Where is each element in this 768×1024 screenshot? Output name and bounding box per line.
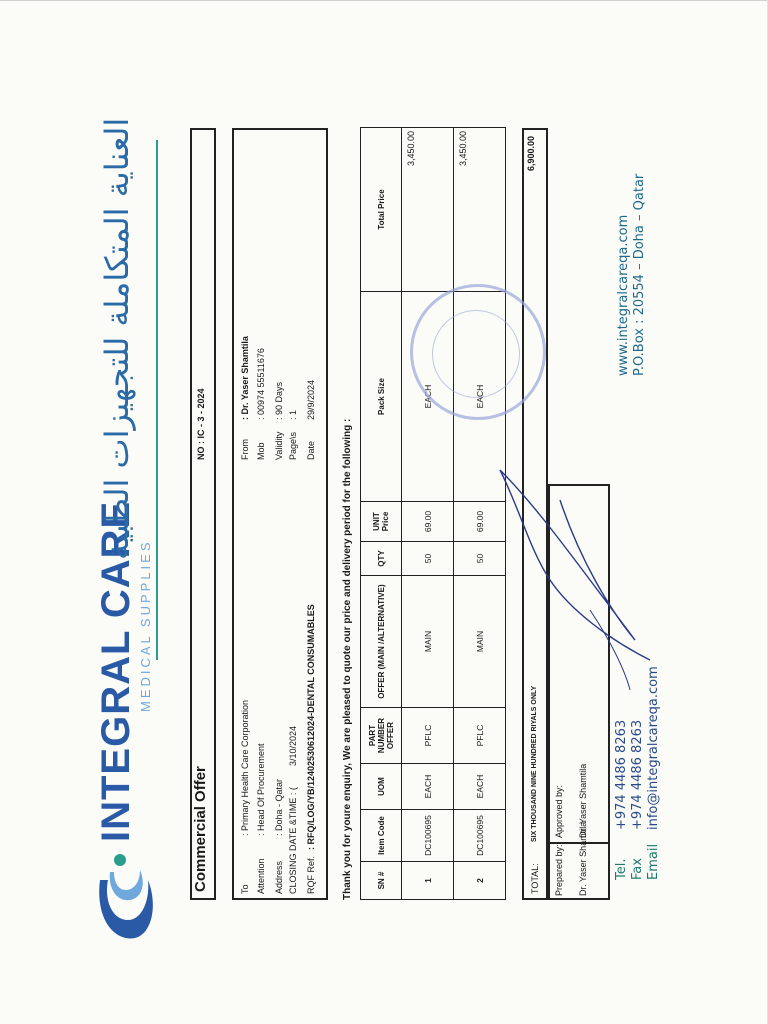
cell-part: PFLC	[454, 708, 506, 764]
closing-label: CLOSING DATE &TIME : (	[288, 787, 298, 894]
pages-label: Page\s	[288, 431, 298, 460]
handwritten-signature-icon	[460, 440, 660, 700]
rqf-label: RQF Ref.	[306, 855, 316, 894]
attention-label: Attention	[256, 858, 266, 894]
prepared-label: Prepared by:	[554, 844, 564, 896]
header-qty: QTY	[361, 542, 402, 576]
cell-pack-size: EACH	[402, 292, 454, 502]
footer-tel-label: Tel.	[614, 858, 629, 880]
brand-subtitle: MEDICAL SUPPLIES	[138, 539, 153, 712]
document-number: NO : IC - 3 - 2024	[196, 388, 206, 460]
cell-unit-price: 69.00	[402, 502, 454, 542]
brand-arabic-name: العناية المتكاملة للتجهيزات الطبية	[98, 117, 136, 560]
header-uom: UOM	[361, 764, 402, 810]
cell-item-code: DC100695	[454, 810, 506, 862]
address-value: : Doha - Qatar	[274, 778, 284, 836]
footer-tel-value: +974 4486 8263	[614, 719, 629, 830]
cell-offer: MAIN	[402, 576, 454, 708]
cell-qty: 50	[454, 542, 506, 576]
cell-pack-size: EACH	[454, 292, 506, 502]
approved-name: Dr. Yaser Shamtila	[578, 763, 588, 838]
cell-total-price: 3,450.00	[402, 128, 454, 292]
header-offer: OFFER (MAIN /ALTERNATIVE)	[361, 576, 402, 708]
address-label: Address	[274, 860, 284, 894]
footer-website-link[interactable]: www.integralcareqa.com	[616, 214, 631, 376]
header-sn: SN #	[361, 862, 402, 900]
total-value: 6,900.00	[526, 136, 536, 172]
from-value: : Dr. Yaser Shamtila	[240, 336, 250, 420]
cell-sn: 2	[454, 862, 506, 900]
header-pack-size: Pack Size	[361, 292, 402, 502]
scan-edge-top	[0, 0, 768, 1]
rqf-value: : RFQ/LOG/YB/12402530612024-DENTAL CONSUMABLES	[306, 604, 316, 850]
cell-part: PFLC	[402, 708, 454, 764]
table-row	[402, 128, 454, 900]
header-item-code: Item Code	[361, 810, 402, 862]
prepared-name: Dr. Yaser Shamtila	[578, 821, 588, 896]
total-in-words: SIX THOUSAND NINE HUNDRED RIYALS ONLY	[531, 685, 538, 842]
attention-value: : Head Of Procurement	[256, 743, 266, 836]
approved-label: Approved by:	[554, 784, 564, 838]
footer-email-label: Email	[646, 843, 661, 880]
footer-fax-value: +974 4486 8263	[630, 719, 645, 830]
validity-value: : 90 Days	[274, 381, 284, 420]
validity-label: Validity	[274, 431, 284, 460]
integral-care-logo-icon	[90, 840, 160, 950]
footer-pobox: P.O.Box : 20554 – Doha – Qatar	[632, 173, 647, 376]
mob-value: : 00974 55511676	[256, 348, 266, 420]
brand-name: INTEGRAL CARE	[94, 500, 138, 842]
to-value: : Primary Health Care Corporation	[240, 699, 250, 836]
cell-uom: EACH	[454, 764, 506, 810]
footer-email-link[interactable]: info@integralcareqa.com	[646, 666, 661, 830]
cell-offer: MAIN	[454, 576, 506, 708]
closing-value: 3/10/2024	[288, 725, 298, 766]
cell-total-price: 3,450.00	[454, 128, 506, 292]
cell-qty: 50	[402, 542, 454, 576]
to-label: To	[240, 884, 250, 894]
brand-underline	[156, 140, 158, 660]
table-header-row	[361, 128, 402, 900]
date-label: Date	[306, 440, 316, 460]
page-title: Commercial Offer	[192, 766, 209, 892]
cell-uom: EACH	[402, 764, 454, 810]
footer-fax-label: Fax	[630, 858, 645, 880]
from-label: From	[240, 439, 250, 460]
intro-text: Thank you for youre enquiry, We are pleased to quote our price and delivery period for the following :	[342, 418, 353, 900]
total-label: TOTAL:	[530, 863, 540, 894]
cell-sn: 1	[402, 862, 454, 900]
header-part-number: PART NUMBER OFFER	[361, 708, 402, 764]
date-value: 29/9/2024	[306, 379, 316, 420]
cell-unit-price: 69.00	[454, 502, 506, 542]
mob-label: Mob	[256, 442, 266, 460]
company-stamp-inner-ring	[432, 310, 520, 398]
pages-value: : 1	[288, 409, 298, 420]
header-total-price: Total Price	[361, 128, 402, 292]
cell-item-code: DC100695	[402, 810, 454, 862]
offer-sheet	[80, 117, 588, 960]
header-unit-price: UNIT Price	[361, 502, 402, 542]
